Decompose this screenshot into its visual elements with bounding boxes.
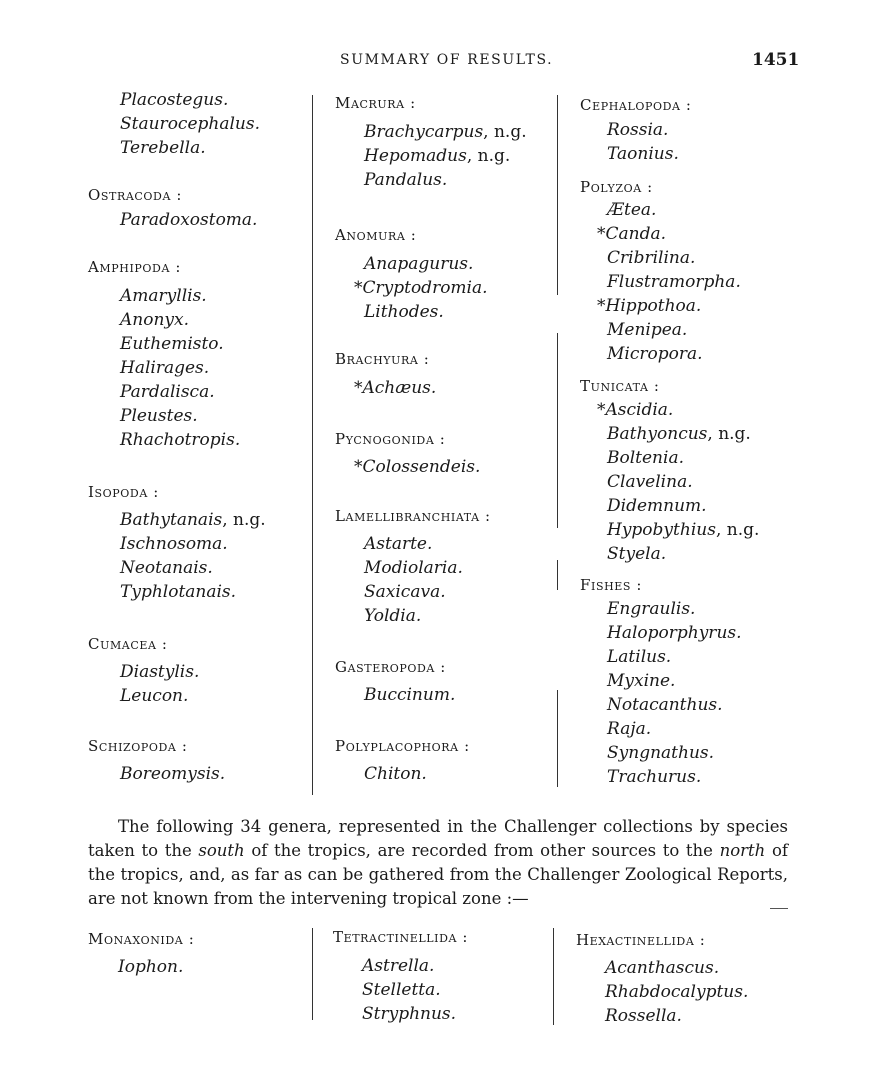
column-rule bbox=[312, 928, 313, 1020]
genus-haloporphyrus: Haloporphyrus. bbox=[607, 623, 742, 643]
heading-brachyura: Brachyura : bbox=[335, 350, 430, 368]
genus-aetea: Ætea. bbox=[607, 200, 657, 220]
genus-raja: Raja. bbox=[607, 719, 652, 739]
genus-diastylis: Diastylis. bbox=[120, 662, 200, 682]
genus-taonius: Taonius. bbox=[607, 144, 679, 164]
genus-pandalus: Pandalus. bbox=[364, 170, 448, 190]
genus-anonyx: Anonyx. bbox=[120, 310, 190, 330]
genus-micropora: Micropora. bbox=[607, 344, 703, 364]
genus-brachycarpus: Brachycarpus, n.g. bbox=[364, 122, 527, 142]
genus-didemnum: Didemnum. bbox=[607, 496, 707, 516]
genus-rhabdocalyptus: Rhabdocalyptus. bbox=[605, 982, 749, 1002]
summary-paragraph: The following 34 genera, represented in the Challenger collections by species taken to the south of the tropics, are recorded from other sources to the north of the tropics, and, as far as can be gathered from the Challenger Zoological Reports, are not known from the intervening tropical zone :— bbox=[88, 817, 788, 908]
genus-achaeus: *Achæus. bbox=[354, 378, 437, 398]
heading-amphipoda: Amphipoda : bbox=[88, 258, 182, 276]
heading-anomura: Anomura : bbox=[335, 226, 417, 244]
genus-myxine: Myxine. bbox=[607, 671, 676, 691]
genus-canda: *Canda. bbox=[597, 224, 667, 244]
genus-engraulis: Engraulis. bbox=[607, 599, 696, 619]
genus-astarte: Astarte. bbox=[364, 534, 433, 554]
genus-leucon: Leucon. bbox=[120, 686, 189, 706]
genus-styela: Styela. bbox=[607, 544, 667, 564]
genus-terebella: Terebella. bbox=[120, 138, 206, 158]
column-rule bbox=[557, 95, 558, 295]
genus-flustramorpha: Flustramorpha. bbox=[607, 272, 741, 292]
genus-clavelina: Clavelina. bbox=[607, 472, 693, 492]
genus-hypobythius: Hypobythius, n.g. bbox=[607, 520, 760, 540]
genus-boltenia: Boltenia. bbox=[607, 448, 684, 468]
heading-macrura: Macrura : bbox=[335, 94, 416, 112]
genus-boreomysis: Boreomysis. bbox=[120, 764, 226, 784]
genus-stryphnus: Stryphnus. bbox=[362, 1004, 457, 1024]
genus-chiton: Chiton. bbox=[364, 764, 427, 784]
column-rule bbox=[553, 928, 554, 1025]
genus-staurocephalus: Staurocephalus. bbox=[120, 114, 260, 134]
genus-iophon: Iophon. bbox=[118, 957, 184, 977]
heading-tetractinellida: Tetractinellida : bbox=[333, 928, 469, 946]
genus-anapagurus: Anapagurus. bbox=[364, 254, 474, 274]
running-header: SUMMARY OF RESULTS. bbox=[340, 52, 554, 68]
heading-lamellibranchiata: Lamellibranchiata : bbox=[335, 507, 491, 525]
genus-paradoxostoma: Paradoxostoma. bbox=[120, 210, 258, 230]
genus-astrella: Astrella. bbox=[362, 956, 435, 976]
column-rule bbox=[557, 690, 558, 787]
genus-bathytanais: Bathytanais, n.g. bbox=[120, 510, 266, 530]
section-divider bbox=[770, 908, 788, 909]
genus-latilus: Latilus. bbox=[607, 647, 672, 667]
heading-ostracoda: Ostracoda : bbox=[88, 186, 183, 204]
genus-typhlotanais: Typhlotanais. bbox=[120, 582, 237, 602]
heading-isopoda: Isopoda : bbox=[88, 483, 159, 501]
column-rule bbox=[312, 95, 313, 795]
heading-hexactinellida: Hexactinellida : bbox=[576, 931, 706, 949]
genus-menipea: Menipea. bbox=[607, 320, 688, 340]
heading-cephalopoda: Cephalopoda : bbox=[580, 96, 692, 114]
genus-modiolaria: Modiolaria. bbox=[364, 558, 463, 578]
heading-pycnogonida: Pycnogonida : bbox=[335, 430, 446, 448]
heading-cumacea: Cumacea : bbox=[88, 635, 168, 653]
genus-hippothoa: *Hippothoa. bbox=[597, 296, 702, 316]
heading-fishes: Fishes : bbox=[580, 576, 643, 594]
genus-neotanais: Neotanais. bbox=[120, 558, 213, 578]
genus-cribrilina: Cribrilina. bbox=[607, 248, 696, 268]
genus-saxicava: Saxicava. bbox=[364, 582, 446, 602]
genus-pardalisca: Pardalisca. bbox=[120, 382, 215, 402]
heading-polyplacophora: Polyplacophora : bbox=[335, 737, 470, 755]
genus-placostegus: Placostegus. bbox=[120, 90, 229, 110]
heading-monaxonida: Monaxonida : bbox=[88, 930, 195, 948]
genus-colossendeis: *Colossendeis. bbox=[354, 457, 481, 477]
genus-notacanthus: Notacanthus. bbox=[607, 695, 723, 715]
genus-buccinum: Buccinum. bbox=[364, 685, 456, 705]
genus-rossia: Rossia. bbox=[607, 120, 669, 140]
genus-rhachotropis: Rhachotropis. bbox=[120, 430, 241, 450]
genus-amaryllis: Amaryllis. bbox=[120, 286, 207, 306]
genus-acanthascus: Acanthascus. bbox=[605, 958, 720, 978]
genus-ischnosoma: Ischnosoma. bbox=[120, 534, 228, 554]
genus-yoldia: Yoldia. bbox=[364, 606, 422, 626]
column-rule bbox=[557, 560, 558, 590]
genus-pleustes: Pleustes. bbox=[120, 406, 198, 426]
genus-lithodes: Lithodes. bbox=[364, 302, 444, 322]
genus-rossella: Rossella. bbox=[605, 1006, 682, 1026]
page-number: 1451 bbox=[752, 50, 800, 70]
heading-schizopoda: Schizopoda : bbox=[88, 737, 188, 755]
genus-halirages: Halirages. bbox=[120, 358, 210, 378]
heading-gasteropoda: Gasteropoda : bbox=[335, 658, 446, 676]
heading-tunicata: Tunicata : bbox=[580, 377, 660, 395]
genus-trachurus: Trachurus. bbox=[607, 767, 702, 787]
genus-hepomadus: Hepomadus, n.g. bbox=[364, 146, 511, 166]
heading-polyzoa: Polyzoa : bbox=[580, 178, 653, 196]
genus-ascidia: *Ascidia. bbox=[597, 400, 674, 420]
genus-syngnathus: Syngnathus. bbox=[607, 743, 715, 763]
genus-bathyoncus: Bathyoncus, n.g. bbox=[607, 424, 751, 444]
genus-euthemisto: Euthemisto. bbox=[120, 334, 224, 354]
column-rule bbox=[557, 333, 558, 528]
genus-cryptodromia: *Cryptodromia. bbox=[354, 278, 488, 298]
genus-stelletta: Stelletta. bbox=[362, 980, 441, 1000]
